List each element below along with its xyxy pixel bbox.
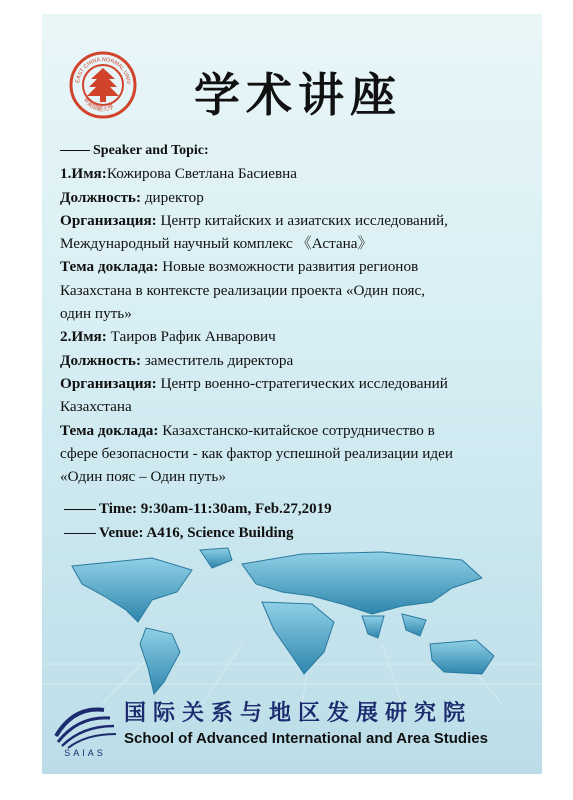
venue-value: A416, Science Building [143, 525, 294, 541]
org-label: Организация: [60, 211, 157, 229]
time-text: Time: 9:30am-11:30am, Feb.27,2019 [99, 501, 332, 517]
speaker-2-topic [60, 419, 530, 442]
org-value: Центр китайских и азиатских исследований, [156, 211, 448, 229]
name-label: 1.Имя: [60, 165, 107, 183]
university-logo-icon [69, 51, 137, 119]
topic-value: Казахстанско-китайское сотрудничество в [158, 421, 435, 439]
position-value: заместитель директора [141, 351, 294, 369]
speaker-1-org-cont: Международный научный комплекс 《Астана》 [60, 235, 373, 253]
name-label: 2.Имя: [60, 328, 107, 346]
topic-label: Тема доклада: [60, 258, 159, 276]
speaker-1-topic-cont2: один путь» [60, 305, 132, 323]
logo-cn-text: 華東師範大學 [81, 96, 116, 114]
topic-value: Новые возможности развития регионов [158, 258, 419, 276]
institute-name-en: School of Advanced International and Area Studies [124, 730, 488, 747]
speaker-heading [60, 139, 530, 162]
saias-logo-icon [48, 696, 122, 756]
speaker-2-name [60, 325, 530, 348]
org-value: Центр военно-стратегических исследований [156, 374, 448, 392]
speaker-heading-text: Speaker and Topic: [93, 143, 209, 158]
world-map-icon [42, 544, 542, 704]
speaker-2-org-cont: Казахстана [60, 398, 132, 416]
speaker-1-topic [60, 255, 530, 278]
event-details [64, 497, 332, 545]
page-title: 学术讲座 [194, 68, 402, 122]
org-label: Организация: [60, 374, 157, 392]
position-label: Должность: [60, 351, 142, 369]
name-value: Кожирова Светлана Басиевна [106, 165, 298, 183]
event-time [64, 497, 332, 521]
poster [42, 14, 542, 774]
speaker-1-org [60, 209, 530, 232]
speaker-1-topic-cont: Казахстана в контексте реализации проекта «Один пояс, [60, 281, 426, 299]
speaker-2-topic-cont2: «Один пояс – Один путь» [60, 468, 226, 486]
speaker-section [60, 139, 530, 488]
venue-label: Venue: [99, 525, 144, 541]
topic-label: Тема доклада: [60, 421, 159, 439]
position-label: Должность: [60, 188, 142, 206]
speaker-2-org [60, 372, 530, 395]
event-venue [64, 521, 332, 545]
dash-divider [60, 150, 90, 151]
name-value: Таиров Рафик Анварович [106, 328, 276, 346]
saias-abbr: SAIAS [64, 748, 106, 758]
logo-text: EAST CHINA NORMAL UNIV [75, 56, 132, 85]
position-value: директор [141, 188, 204, 206]
speaker-2-topic-cont: сфере безопасности - как фактор успешной реализации идеи [60, 444, 453, 462]
dash-divider [64, 533, 96, 534]
speaker-1-name [60, 162, 530, 185]
institute-name-cn: 国际关系与地区发展研究院 [124, 700, 473, 726]
dash-divider [64, 509, 96, 510]
speaker-1-position [60, 186, 530, 209]
speaker-2-position [60, 349, 530, 372]
